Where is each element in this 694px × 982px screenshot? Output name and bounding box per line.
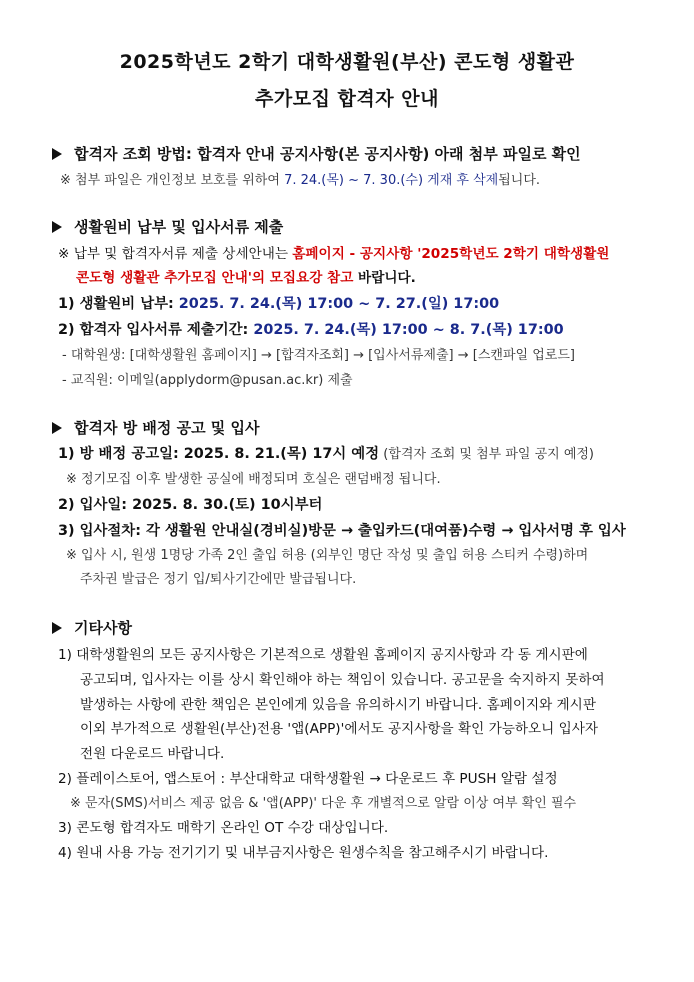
note-highlight: 홈페이지 - 공지사항 '2025학년도 2학기 대학생활원 (292, 246, 610, 262)
item-value: 2025. 7. 24.(목) 17:00 ~ 7. 27.(일) 17:00 (178, 296, 500, 312)
document-subtitle: 추가모집 합격자 안내 (255, 88, 439, 110)
app-download-info: 2) 플레이스토어, 앱스토어 : 부산대학교 대학생활원 → 다운로드 후 PUSH 알람 설정 (58, 771, 558, 787)
payment-period (58, 295, 499, 313)
payment-note-line2 (76, 269, 416, 287)
notice-policy-line3: 발생하는 사항에 관한 책임은 본인에게 있음을 유의하시기 바랍니다. 홈페이지와 게시판 (80, 697, 596, 713)
section-heading-text: 합격자 방 배정 공고 및 입사 (74, 419, 260, 437)
staff-submission: - 교직원: 이메일(applydorm@pusan.ac.kr) 제출 (62, 373, 353, 388)
triangle-bullet-icon (52, 221, 62, 233)
item-value: 2025. 7. 24.(목) 17:00 ~ 8. 7.(목) 17:00 (253, 322, 564, 338)
notice-policy-line2: 공고되며, 입사자는 이를 상시 확인해야 하는 책임이 있습니다. 공고문을 숙지하지 못하여 (80, 672, 605, 688)
item-note: (합격자 조회 및 첨부 파일 공지 예정) (379, 447, 595, 462)
item-label: 1) 생활원비 납부: (58, 296, 179, 312)
note-text-end: 바랍니다. (353, 270, 416, 286)
item-label: 1) 방 배정 공고일: 2025. 8. 21.(목) 17시 예정 (58, 446, 380, 462)
section-heading-text: 생활원비 납부 및 입사서류 제출 (74, 218, 284, 236)
triangle-bullet-icon (52, 422, 62, 434)
note-text-end: 됩니다. (498, 173, 541, 188)
note-highlight: 콘도형 생활관 추가모집 안내'의 모집요강 참고 (76, 270, 354, 286)
item-label: 2) 합격자 입사서류 제출기간: (58, 322, 254, 338)
attachment-note (60, 172, 540, 190)
move-in-note-line1: ※ 입사 시, 원생 1명당 가족 2인 출입 허용 (외부인 명단 작성 및 출입 허용 스티커 수령)하며 (66, 548, 589, 563)
section-heading-text: 기타사항 (74, 619, 132, 637)
appliance-rules-info: 4) 원내 사용 가능 전기기기 및 내부금지사항은 원생수칙을 참고해주시기 바랍니다. (58, 845, 549, 861)
section-heading-lookup (52, 144, 581, 164)
move-in-procedure: 3) 입사절차: 각 생활원 안내실(경비실)방문 → 출입카드(대여품)수령 → 입사서명 후 입사 (58, 523, 626, 539)
notice-policy-line4: 이외 부가적으로 생활원(부산)전용 '앱(APP)'에서도 공지사항을 확인 가능하오니 입사자 (80, 721, 598, 737)
room-announcement-date (58, 445, 594, 464)
document-title: 2025학년도 2학기 대학생활원(부산) 콘도형 생활관 (119, 51, 575, 73)
grad-student-steps: - 대학원생: [대학생활원 홈페이지] → [합격자조회] → [입사서류제출] → [스캔파일 업로드] (62, 348, 575, 363)
move-in-note-line2: 주차권 발급은 정기 입/퇴사기간에만 발급됩니다. (80, 572, 357, 587)
online-ot-info: 3) 콘도형 합격자도 매학기 온라인 OT 수강 대상입니다. (58, 820, 389, 836)
section-heading-payment (52, 217, 283, 237)
triangle-bullet-icon (52, 622, 62, 634)
note-text: ※ 첨부 파일은 개인정보 보호를 위하여 (60, 173, 285, 188)
triangle-bullet-icon (52, 148, 62, 160)
section-heading-text: 합격자 조회 방법: 합격자 안내 공지사항(본 공지사항) 아래 첨부 파일로 확인 (74, 145, 581, 163)
notice-policy-line1: 1) 대학생활원의 모든 공지사항은 기본적으로 생활원 홈페이지 공지사항과 각 동 게시판에 (58, 647, 588, 663)
section-heading-room-assignment (52, 418, 260, 438)
document-submission-period (58, 321, 564, 339)
move-in-date: 2) 입사일: 2025. 8. 30.(토) 10시부터 (58, 497, 323, 513)
section-heading-other (52, 618, 132, 638)
note-dates: 7. 24.(목) ~ 7. 30.(수) 게재 후 삭제 (284, 173, 499, 188)
notice-policy-line5: 전원 다운로드 바랍니다. (80, 746, 225, 762)
payment-note-line1 (58, 245, 609, 263)
note-text: ※ 납부 및 합격자서류 제출 상세안내는 (58, 246, 293, 262)
room-assignment-note: ※ 정기모집 이후 발생한 공실에 배정되며 호실은 랜덤배정 됩니다. (66, 472, 441, 487)
sms-service-note: ※ 문자(SMS)서비스 제공 없음 & '앱(APP)' 다운 후 개별적으로 알람 이상 여부 확인 필수 (70, 796, 577, 811)
